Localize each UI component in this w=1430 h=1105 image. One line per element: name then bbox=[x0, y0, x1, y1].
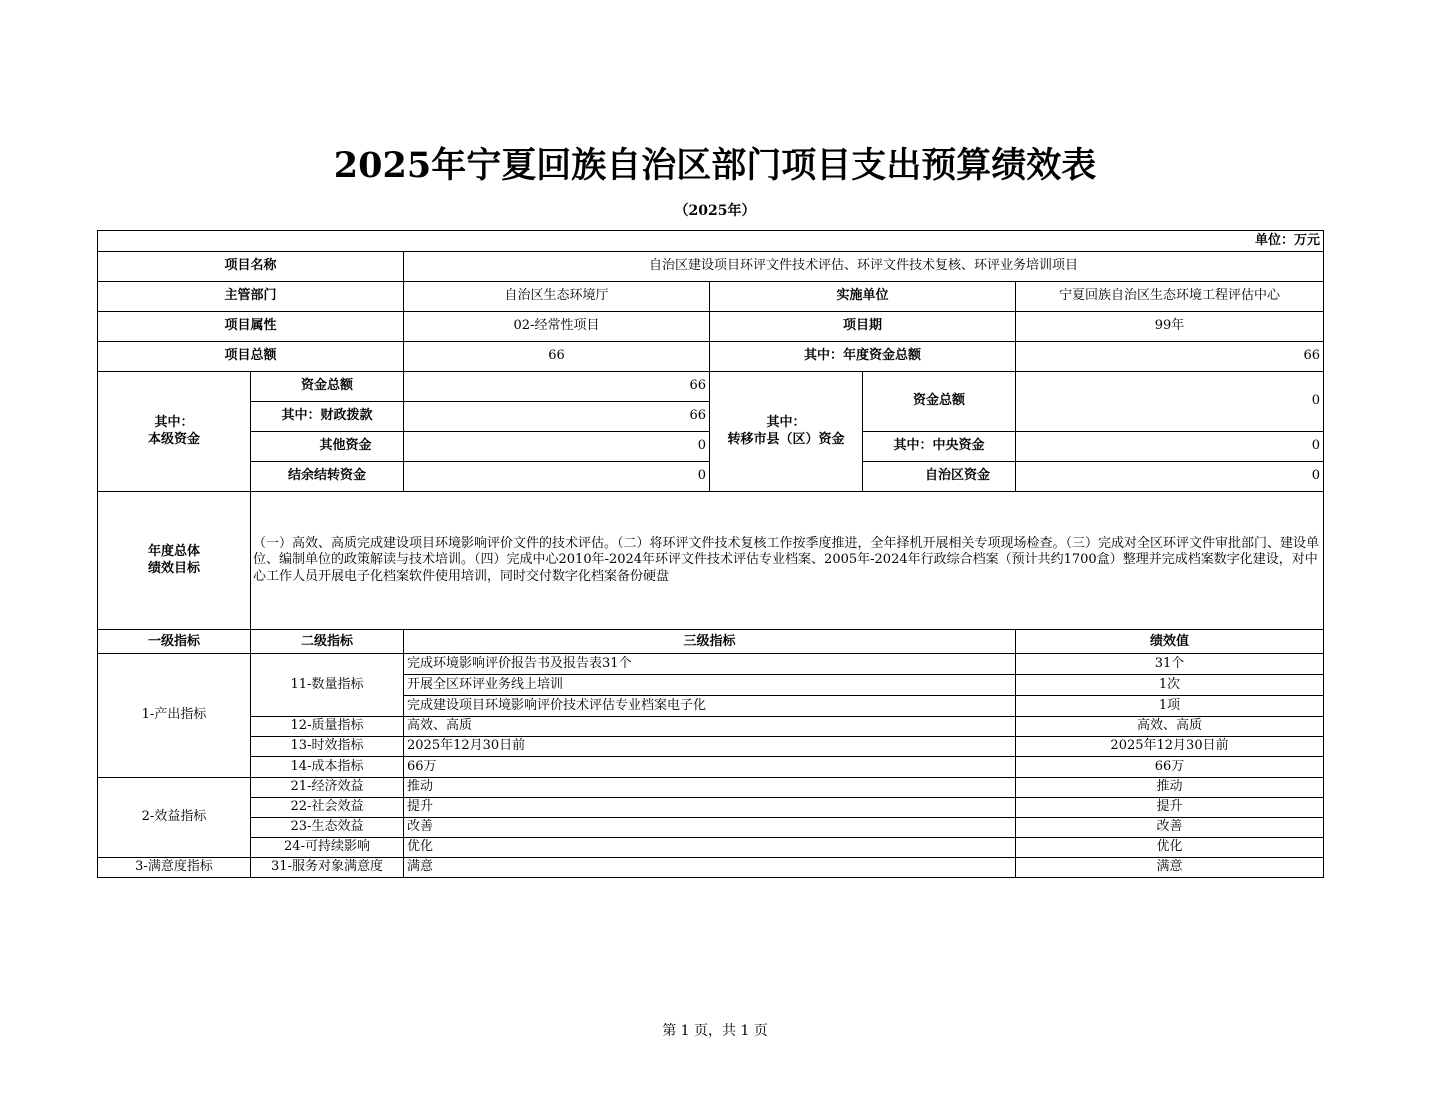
header-level3: 三级指标 bbox=[404, 630, 1016, 654]
project-name-label: 项目名称 bbox=[98, 252, 404, 282]
other-label: 其他资金 bbox=[251, 432, 404, 462]
q2-value: 1次 bbox=[1016, 675, 1324, 696]
attr-label: 项目属性 bbox=[98, 312, 404, 342]
goal-label-line1: 年度总体 bbox=[147, 544, 200, 560]
sustain-text: 优化 bbox=[404, 838, 1016, 858]
time-text: 2025年12月30日前 bbox=[404, 737, 1016, 757]
social-value: 提升 bbox=[1016, 798, 1324, 818]
social-text: 提升 bbox=[404, 798, 1016, 818]
local-funds-label bbox=[98, 372, 251, 492]
q1-value: 31个 bbox=[1016, 654, 1324, 675]
transfer-total-label: 资金总额 bbox=[863, 372, 1016, 432]
unit-label: 单位：万元 bbox=[98, 231, 1324, 252]
output-indicator: 1-产出指标 bbox=[98, 654, 251, 778]
region-value: 0 bbox=[1016, 462, 1324, 492]
transfer-funds-label bbox=[710, 372, 863, 492]
cost-value: 66万 bbox=[1016, 757, 1324, 778]
fiscal-value: 66 bbox=[404, 402, 710, 432]
q3-value: 1项 bbox=[1016, 696, 1324, 717]
carry-label: 结余结转资金 bbox=[251, 462, 404, 492]
central-label: 其中：中央资金 bbox=[863, 432, 1016, 462]
eco-indicator: 23-生态效益 bbox=[251, 818, 404, 838]
header-level2: 二级指标 bbox=[251, 630, 404, 654]
time-value: 2025年12月30日前 bbox=[1016, 737, 1324, 757]
page-title: 2025年宁夏回族自治区部门项目支出预算绩效表 bbox=[333, 145, 1097, 186]
cost-indicator: 14-成本指标 bbox=[251, 757, 404, 778]
header-value: 绩效值 bbox=[1016, 630, 1324, 654]
service-indicator: 31-服务对象满意度 bbox=[251, 858, 404, 878]
total-label: 项目总额 bbox=[98, 342, 404, 372]
quantity-indicator: 11-数量指标 bbox=[251, 654, 404, 717]
other-value: 0 bbox=[404, 432, 710, 462]
period-label: 项目期 bbox=[710, 312, 1016, 342]
impl-label: 实施单位 bbox=[710, 282, 1016, 312]
transfer-total-value: 0 bbox=[1016, 372, 1324, 432]
period-value: 99年 bbox=[1016, 312, 1324, 342]
attr-value: 02-经常性项目 bbox=[404, 312, 710, 342]
annual-value: 66 bbox=[1016, 342, 1324, 372]
sustain-value: 优化 bbox=[1016, 838, 1324, 858]
satisfaction-indicator: 3-满意度指标 bbox=[98, 858, 251, 878]
central-value: 0 bbox=[1016, 432, 1324, 462]
quality-text: 高效、高质 bbox=[404, 717, 1016, 737]
local-funds-label-line2: 本级资金 bbox=[147, 431, 200, 447]
transfer-funds-label-line2: 转移市县（区）资金 bbox=[727, 431, 845, 447]
q3-text: 完成建设项目环境影响评价技术评估专业档案电子化 bbox=[404, 696, 1016, 717]
local-total-value: 66 bbox=[404, 372, 710, 402]
goal-label bbox=[98, 492, 251, 630]
impl-value: 宁夏回族自治区生态环境工程评估中心 bbox=[1016, 282, 1324, 312]
eco-value: 改善 bbox=[1016, 818, 1324, 838]
dept-value: 自治区生态环境厅 bbox=[404, 282, 710, 312]
local-total-label: 资金总额 bbox=[251, 372, 404, 402]
local-funds-label-line1: 其中： bbox=[154, 415, 194, 431]
carry-value: 0 bbox=[404, 462, 710, 492]
service-value: 满意 bbox=[1016, 858, 1324, 878]
econ-indicator: 21-经济效益 bbox=[251, 778, 404, 798]
cost-text: 66万 bbox=[404, 757, 1016, 778]
region-label: 自治区资金 bbox=[863, 462, 1016, 492]
header-level1: 一级指标 bbox=[98, 630, 251, 654]
eco-text: 改善 bbox=[404, 818, 1016, 838]
dept-label: 主管部门 bbox=[98, 282, 404, 312]
econ-value: 推动 bbox=[1016, 778, 1324, 798]
goal-label-line2: 绩效目标 bbox=[147, 560, 200, 576]
goal-text: （一）高效、高质完成建设项目环境影响评价文件的技术评估。（二）将环评文件技术复核工作按季度推进，全年择机开展相关专项现场检查。（三）完成对全区环评文件审批部门、建设单位、编制单位的政策解读与技术培训。（四）完成中心2010年-2024年环评文件技术评估专业档案、2005年-2024年行政综合档案（预计共约1700盒）整理并完成档案数字化建设，对中心工作人员开展电子化档案软件使用培训，同时交付数字化档案备份硬盘 bbox=[251, 492, 1324, 630]
q2-text: 开展全区环评业务线上培训 bbox=[404, 675, 1016, 696]
total-value: 66 bbox=[404, 342, 710, 372]
q1-text: 完成环境影响评价报告书及报告表31个 bbox=[404, 654, 1016, 675]
econ-text: 推动 bbox=[404, 778, 1016, 798]
page-subtitle: （2025年） bbox=[674, 203, 756, 219]
social-indicator: 22-社会效益 bbox=[251, 798, 404, 818]
transfer-funds-label-line1: 其中： bbox=[766, 415, 806, 431]
quality-indicator: 12-质量指标 bbox=[251, 717, 404, 737]
fiscal-label: 其中：财政拨款 bbox=[251, 402, 404, 432]
quality-value: 高效、高质 bbox=[1016, 717, 1324, 737]
project-name-value: 自治区建设项目环评文件技术评估、环评文件技术复核、环评业务培训项目 bbox=[404, 252, 1324, 282]
annual-label: 其中：年度资金总额 bbox=[710, 342, 1016, 372]
sustain-indicator: 24-可持续影响 bbox=[251, 838, 404, 858]
benefit-indicator: 2-效益指标 bbox=[98, 778, 251, 858]
performance-table bbox=[97, 230, 1324, 878]
page-footer: 第 1 页，共 1 页 bbox=[662, 1023, 768, 1039]
service-text: 满意 bbox=[404, 858, 1016, 878]
time-indicator: 13-时效指标 bbox=[251, 737, 404, 757]
